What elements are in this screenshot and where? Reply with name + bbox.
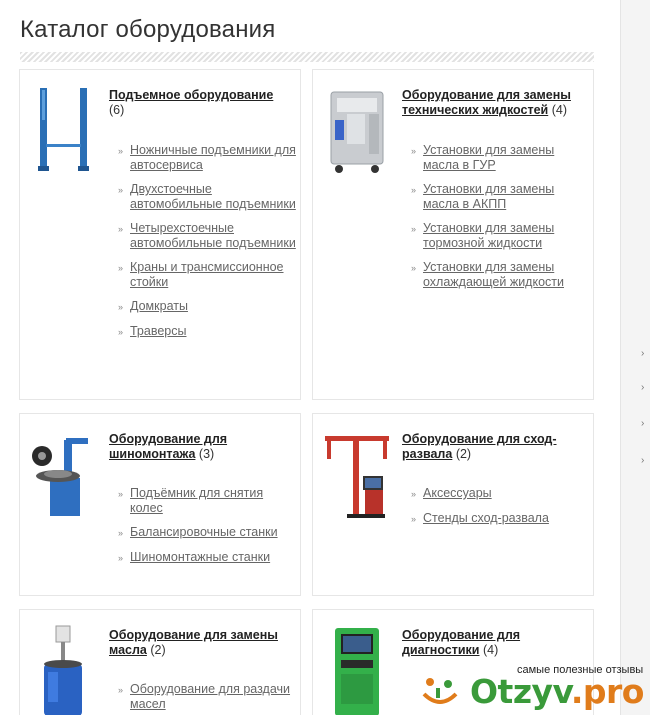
watermark-caption: самые полезные отзывы [517,664,644,676]
chevron-right-icon: › [641,348,645,359]
subcategory-item [116,486,296,515]
wheel-alignment-stand-image[interactable] [321,428,393,523]
otzyv-logo-icon [420,674,460,714]
subcategory-item [409,182,589,211]
subcategory-link[interactable]: Оборудование для раздачи масел [130,682,291,711]
category-count: (4) [551,103,567,117]
subcategory-item [116,550,296,565]
subcategory-item [409,511,589,526]
watermark-brand [470,672,644,711]
subcategory-item [409,221,589,250]
subcategory-list [409,486,589,535]
subcategory-link[interactable]: Ножничные подъемники для автосервиса [130,143,296,172]
subcategory-item [409,260,589,289]
category-link[interactable]: Оборудование для замены технических жидкостей [402,88,571,117]
subcategory-item [116,525,296,540]
page-scroll-strip[interactable] [620,0,650,715]
subcategory-item [116,260,296,289]
category-title [109,88,295,118]
category-count: (4) [482,643,499,657]
category-count: (6) [109,103,125,117]
subcategory-link[interactable]: Установки для замены тормозной жидкости [423,221,555,250]
subcategory-item [409,486,589,501]
tire-changer-image[interactable] [28,428,100,523]
subcategory-list [116,682,296,715]
subcategory-link[interactable]: Балансировочные станки [130,525,278,539]
subcategory-link[interactable]: Четырехстоечные автомобильные подъемники [130,221,296,250]
subcategory-item [116,221,296,250]
otzyv-watermark [412,664,650,715]
category-title [109,628,295,658]
subcategory-link[interactable]: Установки для замены охлаждающей жидкости [423,260,564,289]
subcategory-list [116,143,296,348]
category-link[interactable]: Оборудование для диагностики [402,628,521,657]
chevron-right-icon: › [641,382,645,393]
subcategory-link[interactable]: Двухстоечные автомобильные подъемники [130,182,296,211]
subcategory-item [116,299,296,314]
chevron-right-icon: › [641,455,645,466]
title-divider [20,52,594,62]
subcategory-item [116,182,296,211]
subcategory-link[interactable]: Установки для замены масла в ГУР [423,143,555,172]
category-title [402,432,588,462]
category-card-alignment [312,413,594,596]
category-link[interactable]: Оборудование для замены масла [109,628,278,657]
category-count: (2) [455,447,472,461]
category-count: (2) [150,643,166,657]
category-card-lifting [19,69,301,400]
subcategory-item [116,143,296,172]
category-link[interactable]: Оборудование для шиномонтажа [109,432,228,461]
subcategory-link[interactable]: Шиномонтажные станки [130,549,271,564]
subcategory-link[interactable]: Аксессуары [423,486,492,500]
subcategory-link[interactable]: Подъёмник для снятия колес [130,486,264,515]
page-title: Каталог оборудования [20,16,276,43]
subcategory-item [116,682,296,711]
subcategory-list [116,486,296,574]
category-title [402,628,588,658]
watermark-brand-name: Otzyv [470,672,571,711]
subcategory-link[interactable]: Установки для замены масла в АКПП [423,182,555,211]
fluid-exchange-machine-image[interactable] [321,84,393,179]
two-post-lift-image[interactable] [28,84,100,179]
oil-drain-unit-image[interactable] [28,624,100,715]
category-title [402,88,588,118]
subcategory-link[interactable]: Домкраты [130,299,188,313]
category-link[interactable]: Оборудование для сход-развала [402,432,557,461]
subcategory-item [409,143,589,172]
watermark-brand-tld: .pro [570,672,644,711]
category-link[interactable]: Подъемное оборудование [109,88,274,102]
category-count: (3) [198,447,215,461]
subcategory-link[interactable]: Краны и трансмиссионное стойки [130,260,284,289]
category-card-oil [19,609,301,715]
diagnostic-stand-image[interactable] [321,624,393,715]
category-card-tire [19,413,301,596]
subcategory-link[interactable]: Траверсы [130,323,187,338]
chevron-right-icon: › [641,418,645,429]
subcategory-list [409,143,589,299]
category-card-fluids [312,69,594,400]
category-title [109,432,295,462]
subcategory-link[interactable]: Стенды сход-развала [423,510,549,525]
subcategory-item [116,324,296,339]
